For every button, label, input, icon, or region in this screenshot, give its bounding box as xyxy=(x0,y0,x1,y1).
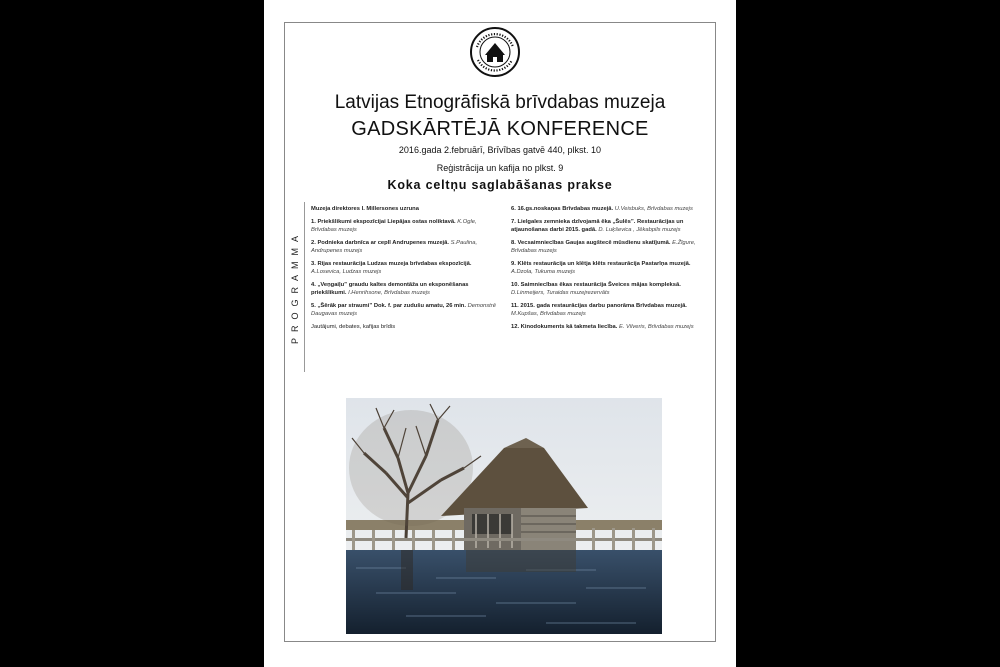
program-item: 4. „Veņgaiļu” graudu kaltes demontāža un eksponēšanas priekšlikumi. I.Henrihsone, Brīvdabas muzejs xyxy=(311,282,469,296)
chair-remarks: Muzeja direktores I. Millersones uzruna xyxy=(311,206,419,212)
program-item: 2. Podnieka darbnīca ar ceplī Andrupenes muzejā. S.Paulina, Andrupenes muzejs xyxy=(311,240,478,254)
program-item: 7. Lielgales zemnieka dzīvojamā ēka „Šulēs”. Restaurācijas un atjaunošanas darbi 2015. gadā. D. Luķševica , Jēkabpils muzejs xyxy=(511,219,684,233)
program-item: 12. Kinodokuments kā takmeta liecība. E. Vilveris, Brīvdabas muzejs xyxy=(511,324,694,330)
date-location: 2016.gada 2.februārī, Brīvības gatvē 440, plkst. 10 xyxy=(398,145,602,155)
program-label xyxy=(286,202,305,372)
museum-title: Latvijas Etnogrāfiskā brīvdabas muzeja xyxy=(334,92,666,113)
conference-theme: Koka celtņu saglabāšanas prakse xyxy=(387,178,613,192)
program-item: 3. Rijas restaurācija Ludzas muzeja brīvdabas ekspozīcijā. A.Losevica, Ludzas muzejs xyxy=(311,261,472,275)
program-item: 8. Vecsaimniecības Gaujas augštecē mūsdienu skatījumā. E.Žīgure, Brīvdabas muzejs xyxy=(511,240,696,254)
program-right-column xyxy=(511,205,711,336)
closing-note: Jautājumi, debates, kafijas brīdis xyxy=(311,324,396,330)
museum-logo xyxy=(469,25,521,79)
program-item: 9. Klēts restaurācija un klētja klēts restaurācija Pastarīņa muzejā. A.Dzola, Tukuma muzejs xyxy=(511,261,691,275)
program-item: 6. 16.gs.noskaņas Brīvdabas muzejā. U.Veisbuks, Brīvdabas muzejs xyxy=(511,206,693,212)
program-item: 11. 2015. gada restaurācijas darbu panorāma Brīvdabas muzejā. M.Kupšas, Brīvdabas muzejs xyxy=(511,303,687,317)
program-label-text: PROGRAMMA xyxy=(290,229,300,345)
program-item: 5. „Šērāk par straumi” Dok. f. par zudušu amatu, 26 min. Demonstrē Daugavas muzejs xyxy=(311,303,496,317)
poster-sheet xyxy=(264,0,736,667)
wooden-house-photo xyxy=(346,398,662,634)
program-item: 1. Priekšlikumi ekspozīcijai Liepājas ostas noliktavā. K.Ogle, Brīvdabas muzejs xyxy=(311,219,477,233)
conference-title: GADSKĀRTĒJĀ KONFERENCE xyxy=(351,118,649,140)
program-item: 10. Saimniecības ēkas restaurācija Šveices mājas kompleksā. D.Linmeijers, Turaidas muzejrezervāts xyxy=(511,282,681,296)
registration-info: Reģistrācija un kafija no plkst. 9 xyxy=(436,163,564,173)
program-left-column xyxy=(311,205,501,336)
